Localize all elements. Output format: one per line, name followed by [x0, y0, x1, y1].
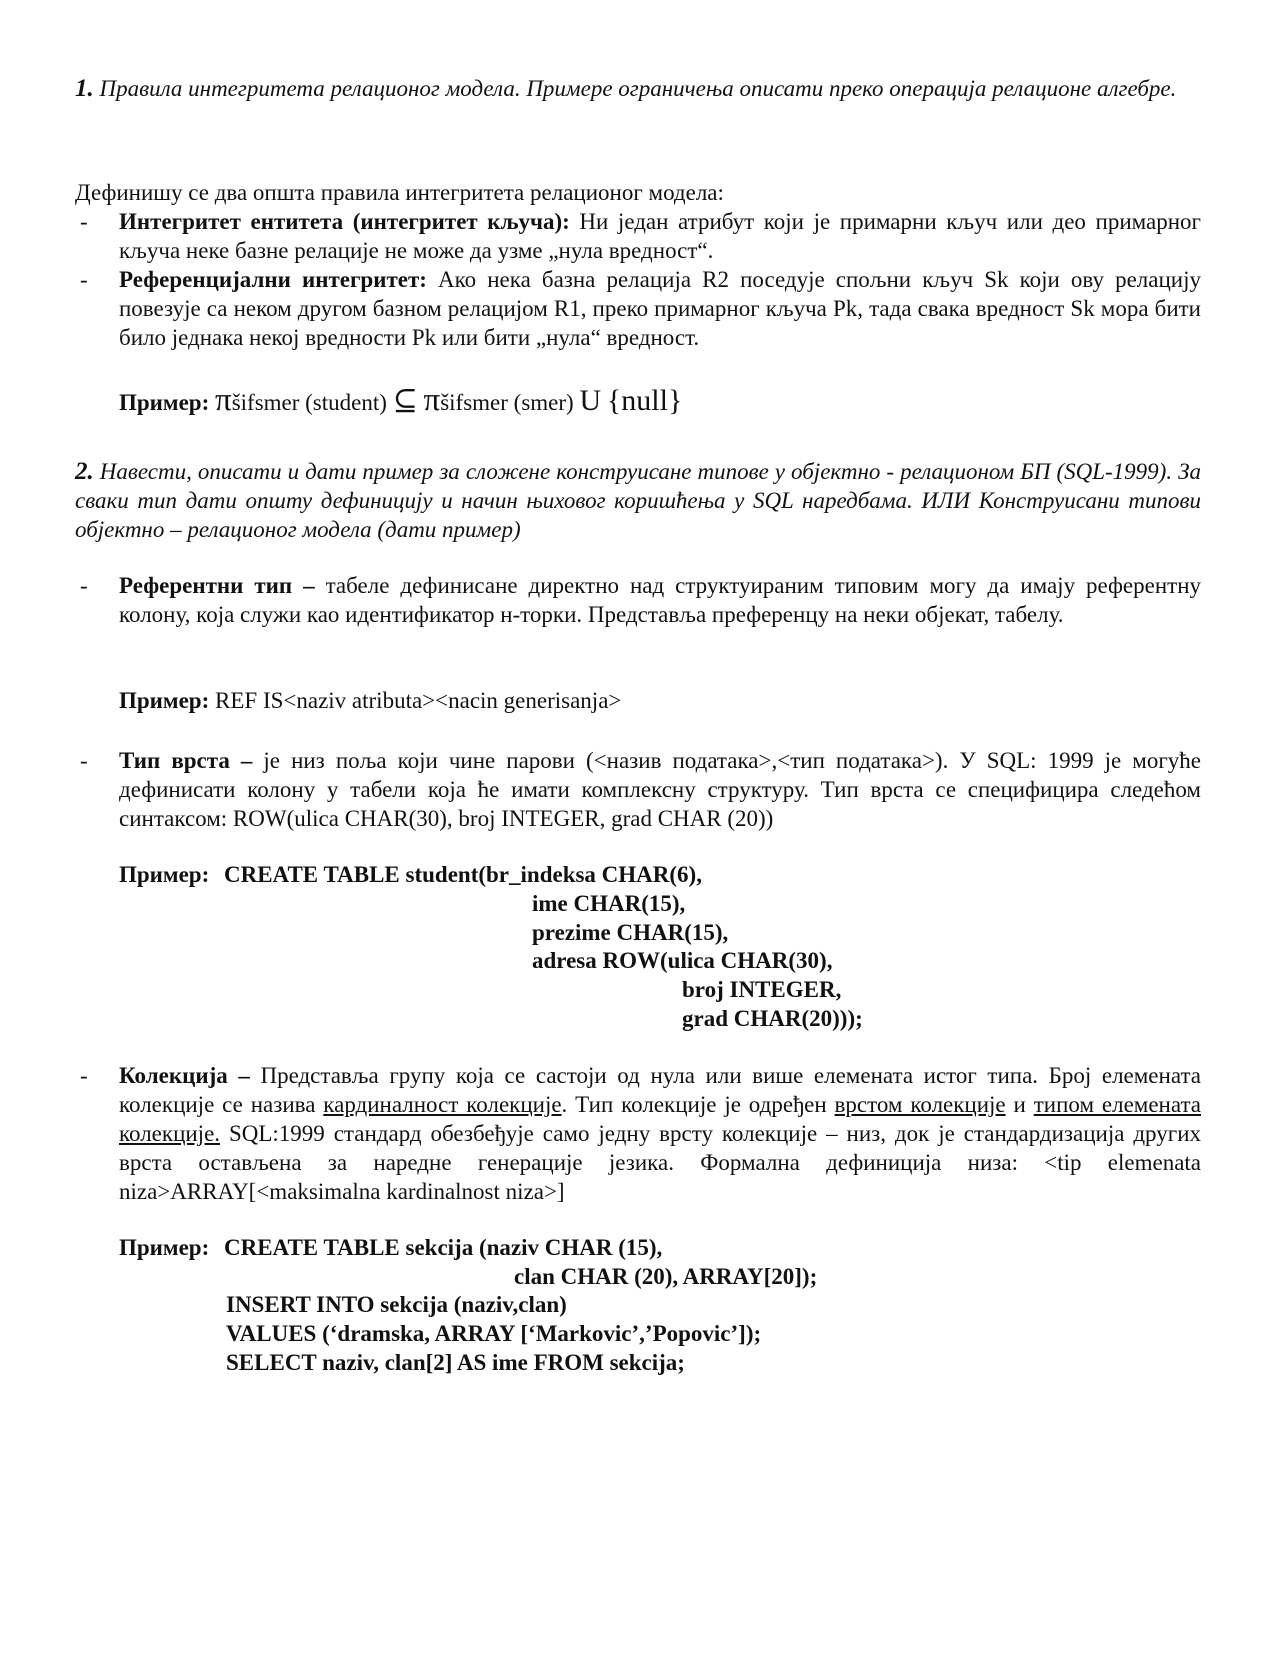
example-label: Пример: [119, 1235, 210, 1260]
pi-symbol: π [215, 382, 232, 418]
item-text: и [1005, 1092, 1034, 1117]
code-line: CREATE TABLE sekcija (naziv CHAR (15), [224, 1235, 663, 1260]
code-line: broj INTEGER, [682, 977, 842, 1002]
item-text: табеле дефинисане директно над структуираним типовим могу да имају референтну колону, која служи као идентификатор н-торки. Представља преференцу на неки објекат, табелу. [119, 573, 1201, 627]
question-1 [75, 74, 1201, 103]
example-label: Пример: [119, 688, 210, 713]
question-2-number: 2. [75, 458, 94, 485]
example-label: Пример: [119, 862, 210, 887]
code-line: VALUES (‘dramska, ARRAY [‘Markovic’,’Popovic’]); [226, 1321, 762, 1346]
item-term: Тип врста – [119, 748, 253, 773]
underlined-term: типом елемената колекције. [119, 1092, 1202, 1146]
code-line: adresa ROW(ulica CHAR(30), [532, 948, 833, 973]
rule-entity-integrity [75, 207, 1201, 265]
intro-paragraph: Дефинишу се два општа правила интегритета релационог модела: [75, 180, 724, 205]
rule-term: Интегритет ентитета (интегритет кључа): [119, 209, 570, 234]
code-line: SELECT naziv, clan[2] AS ime FROM sekcija; [226, 1350, 685, 1375]
example-text: REF IS<naziv atributa><nacin generisanja> [209, 688, 622, 713]
underlined-term: кардиналност колекције [323, 1092, 562, 1117]
item-term: Колекција – [119, 1063, 250, 1088]
item-text: Представља групу која се састоји од нула или више елемената истог типа. Број елемената колекције се назива [119, 1063, 1201, 1117]
projection-text: šifsmer (student) [231, 390, 387, 415]
projection-text: šifsmer (smer) [440, 390, 574, 415]
question-2 [75, 457, 1201, 544]
list-dash: - [80, 267, 88, 292]
code-line: CREATE TABLE student(br_indeksa CHAR(6), [224, 862, 702, 887]
code-line: grad CHAR(20))); [682, 1006, 863, 1031]
rule-term: Референцијални интегритет: [119, 267, 427, 292]
question-2-title: Навести, описати и дати пример за сложене конструисане типове у објектно - релационом БП (SQL-1999). За сваки тип дати општу дефиницију и начин њиховог коришћења у SQL наредбама. ИЛИ Конструисани типови објектно – релационог модела (дати пример) [75, 459, 1201, 542]
code-line: clan CHAR (20), ARRAY[20]); [514, 1264, 818, 1289]
item-term: Референтни тип – [119, 573, 315, 598]
item-collection [75, 1061, 1201, 1206]
null-set: {null} [606, 384, 683, 417]
question-1-number: 1. [75, 75, 94, 102]
reference-type-example [119, 686, 621, 715]
rule-text: Ни један атрибут који је примарни кључ или део примарног кључа неке базне релације не може да узме „нула вредност“. [119, 209, 1201, 263]
item-row-type [75, 746, 1201, 833]
formula-example [119, 382, 682, 419]
list-dash: - [80, 209, 88, 234]
underlined-term: врстом колекције [834, 1092, 1006, 1117]
item-text: . Тип колекције је одређен [561, 1092, 835, 1117]
question-1-title: Правила интегритета релационог модела. Примере ограничења описати преко операција релационе алгебре. [99, 76, 1177, 101]
list-dash: - [80, 748, 88, 773]
item-text: је низ поља који чине парови (<назив података>,<тип података>). У SQL: 1999 је могуће дефинисати колону у табели која ће имати комплексну структуру. Тип врста се специфицира следећом синтаксом: ROW(ulica CHAR(30), broj INTEGER, grad CHAR (20)) [119, 748, 1201, 831]
code-line: prezime CHAR(15), [532, 920, 729, 945]
union-symbol: U [579, 384, 602, 417]
item-reference-type [75, 571, 1201, 629]
list-dash: - [80, 573, 88, 598]
rule-referential-integrity [75, 265, 1201, 352]
pi-symbol: π [423, 382, 441, 418]
example-label: Пример: [119, 390, 210, 415]
subset-symbol: ⊆ [392, 384, 418, 417]
code-line: INSERT INTO sekcija (naziv,clan) [226, 1292, 567, 1317]
item-text: SQL:1999 стандард обезбеђује само једну врсту колекције – низ, док је стандардизација других врста остављена за наредне генерације језика. Формална дефиниција низа: <tip elemenata niza>ARRAY[<maksimalna kardinalnost niza>] [119, 1121, 1201, 1204]
code-line: ime CHAR(15), [532, 891, 686, 916]
list-dash: - [80, 1063, 88, 1088]
rule-text: Ако нека базна релација R2 поседује спољни кључ Sk који ову релацију повезује са неком другом базном релацијом R1, преко примарног кључа Pk, тада свака вредност Sk мора бити било једнака некој вредности Pk или бити „нула“ вредност. [119, 267, 1201, 350]
